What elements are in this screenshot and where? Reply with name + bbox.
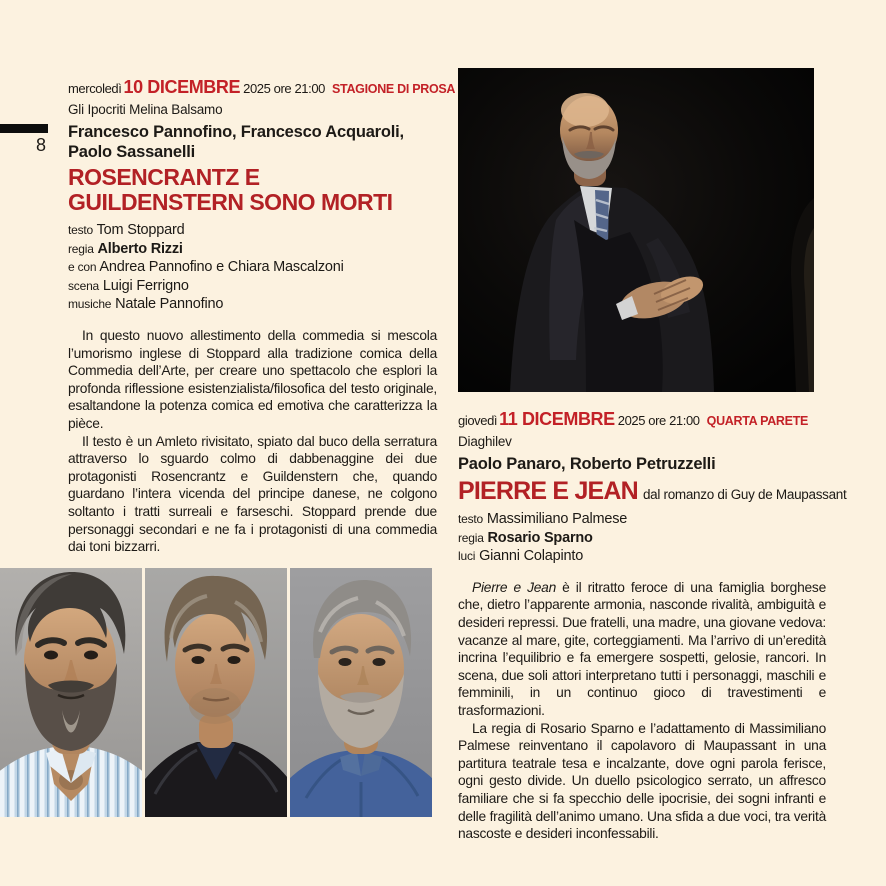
description-paragraph (458, 579, 826, 720)
event-day: giovedì (458, 413, 498, 428)
credit-row (458, 510, 826, 529)
credit-row (68, 221, 437, 240)
credit-row (68, 295, 437, 314)
credit-name: Alberto Rizzi (97, 240, 183, 257)
credit-label: luci (458, 549, 476, 564)
credit-label: testo (458, 512, 484, 526)
credit-label: musiche (68, 297, 112, 312)
production-company: Diaghilev (458, 434, 512, 449)
event-date-line (458, 408, 826, 432)
credit-row (458, 529, 826, 548)
description-paragraph: Il testo è un Amleto rivisitato, spiato dal buco della serratura attraverso lo sguardo colmo di dabbenaggine dei due protagonisti Rosencrantz e Guildenstern che, quando guardano l’intera vicenda del principe danese, ne colgono soltanto i tratti surreali e farseschi. Stoppard prende due personaggi secondari e ne fa i protagonisti di una commedia dai toni bizzarri. (68, 433, 437, 555)
event-time: 2025 ore 21:00 (617, 413, 700, 428)
event-time: 2025 ore 21:00 (243, 81, 325, 96)
event-rosencrantz (68, 76, 456, 556)
credits-block (458, 510, 826, 566)
credit-label: scena (68, 278, 100, 293)
cast-names: Francesco Pannofino, Francesco Acquaroli, Paolo Sassanelli (68, 123, 404, 161)
description-paragraph: La regia di Rosario Sparno e l’adattamento di Massimiliano Palmese reinventano il capolavoro di Maupassant in una partitura teatrale tesa e incalzante, dove ogni parola ferisce, ogni gesto divide. Un duello psicologico serrato, un affresco familiare che si fa specchio delle ipocrisie, dei sogni infranti e delle fragilità dell’animo umano. Una sfida a due voci, tra verità nascoste e desideri inconfessabili. (458, 720, 826, 842)
credit-name: Andrea Pannofino e Chiara Mascalzoni (99, 259, 344, 276)
credit-row (458, 547, 826, 566)
credit-label: regia (458, 530, 484, 545)
novel-title-italic: Pierre e Jean (472, 579, 556, 595)
portrait-1-illustration (0, 568, 142, 817)
show-title: PIERRE E JEAN (458, 477, 638, 505)
credit-label: regia (68, 241, 94, 256)
season-label: QUARTA PARETE (706, 414, 809, 428)
credit-label: testo (68, 223, 94, 237)
portrait-photo-1 (0, 568, 142, 817)
show-title: ROSENCRANTZ E GUILDENSTERN SONO MORTI (68, 164, 393, 215)
show-title-line (458, 477, 847, 506)
actor-portraits-strip (0, 568, 432, 817)
portrait-photo-2 (145, 568, 287, 817)
portrait-3-illustration (290, 568, 432, 817)
event-pierre-e-jean (458, 408, 847, 843)
main-photo-stage (458, 68, 814, 392)
portrait-2-illustration (145, 568, 287, 817)
page-number: 8 (35, 135, 46, 155)
show-subtitle: dal romanzo di Guy de Maupassant (642, 487, 847, 502)
production-company: Gli Ipocriti Melina Balsamo (68, 102, 223, 117)
credit-name: Natale Pannofino (115, 296, 224, 313)
season-label: STAGIONE DI PROSA (332, 82, 456, 96)
description-paragraph: In questo nuovo allestimento della commedia si mescola l’umorismo inglese di Stoppard alla tradizione comica della Commedia dell’Arte, per creare uno spettacolo che esplori la profonda riflessione esistenzialista/filosofica del testo originale, esaltandone la potenza comica ed emotiva che caratterizza la pièce. (68, 327, 437, 431)
credit-name: Rosario Sparno (487, 529, 593, 546)
credits-block (68, 221, 437, 314)
credit-row (68, 258, 437, 277)
credit-name: Luigi Ferrigno (102, 277, 189, 294)
event-day: mercoledì (68, 81, 122, 96)
credit-name: Tom Stoppard (96, 222, 185, 238)
credit-row (68, 240, 437, 259)
event-date: 11 DICEMBRE (499, 409, 615, 429)
credit-label: e con (68, 260, 97, 275)
credit-name: Gianni Colapinto (479, 548, 584, 565)
event-date-line (68, 76, 456, 100)
cast-names: Paolo Panaro, Roberto Petruzzelli (458, 455, 716, 473)
portrait-photo-3 (290, 568, 432, 817)
credit-name: Massimiliano Palmese (486, 511, 628, 527)
event-date: 10 DICEMBRE (123, 77, 241, 97)
paragraph-text: è il ritratto feroce di una famiglia borghese che, dietro l’apparente armonia, nasconde rivalità, ambiguità e desideri repressi. Due fratelli, una madre, una giovane vedova: vacanze al mare, gite, corteggiamenti. Ma l’arrivo di un’eredità incrina l’equilibrio e fa emergere sospetti, gelosie, rancori. In scena, due soli attori interpretano tutti i personaggi, maschili e femminili, in un continuo gioco di travestimenti e trasformazioni. (458, 579, 826, 718)
stage-photo-illustration (458, 68, 814, 392)
page-edge-marker (0, 124, 48, 133)
credit-row (68, 277, 437, 296)
